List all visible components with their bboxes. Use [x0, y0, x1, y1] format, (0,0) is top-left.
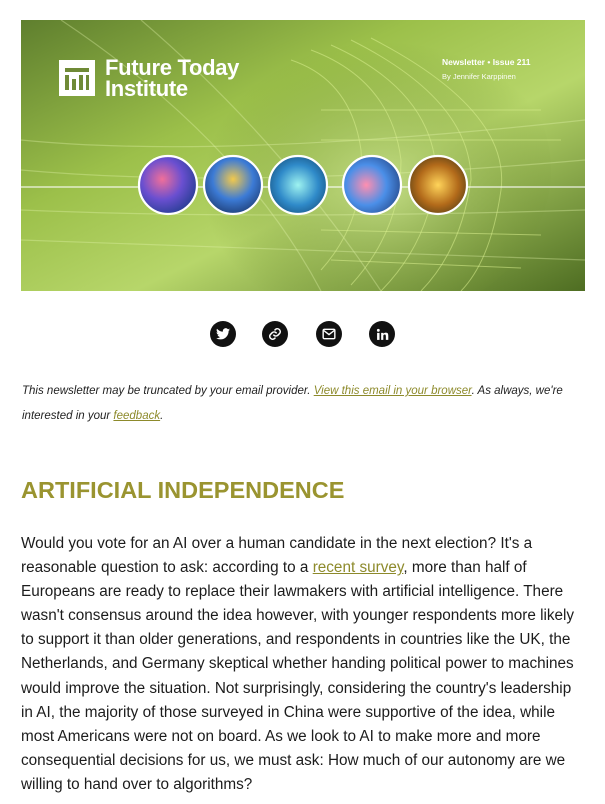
linkedin-icon [376, 328, 389, 341]
article-body [21, 532, 583, 797]
linkedin-share-button[interactable] [369, 321, 395, 347]
copy-link-button[interactable] [262, 321, 288, 347]
recent-survey-link[interactable]: recent survey [312, 559, 404, 577]
notice-text-2: . As always, we're interested in your [22, 385, 563, 422]
twitter-share-button[interactable] [210, 321, 236, 347]
view-in-browser-link[interactable]: View this email in your browser [313, 385, 472, 397]
hero-banner [21, 20, 585, 291]
issue-number: Newsletter • Issue 211 [442, 57, 531, 67]
logo [59, 57, 239, 99]
truncation-notice [22, 379, 582, 429]
notice-text-1: This newsletter may be truncated by your email provider. [22, 385, 314, 397]
link-icon [268, 327, 282, 341]
social-share-row [0, 321, 605, 347]
twitter-icon [216, 328, 230, 340]
email-icon [322, 328, 336, 340]
article-body-part-1: Would you vote for an AI over a human candidate in the next election? It's a reasonable question to ask: according to a [21, 535, 533, 577]
article-title: ARTIFICIAL INDEPENDENCE [21, 477, 345, 503]
byline: By Jennifer Karppinen [442, 72, 516, 81]
logo-line-1: Future Today [105, 55, 240, 80]
article-body-part-2: , more than half of Europeans are ready to replace their lawmakers with artificial intelligence. There wasn't consensus around the idea however, with younger respondents more likely to support it than older generations, and respondents in countries like the UK, the Netherlands, and Germany skeptical whether handing political power to machines would improve the situation. Not surprisingly, considering the country's leadership in AI, the majority of those surveyed in China were supportive of the idea, while most Americans were not on board. As we look to AI to make more and more consequential decisions for us, we must ask: How much of our autonomy are we willing to hand over to algorithms? [21, 559, 575, 793]
logo-line-2: Institute [105, 76, 188, 101]
logo-mark-icon [59, 60, 95, 96]
email-share-button[interactable] [316, 321, 342, 347]
logo-text [105, 57, 239, 99]
notice-text-3: . [160, 410, 164, 422]
issue-meta [442, 57, 531, 81]
feedback-link[interactable]: feedback [113, 410, 161, 422]
